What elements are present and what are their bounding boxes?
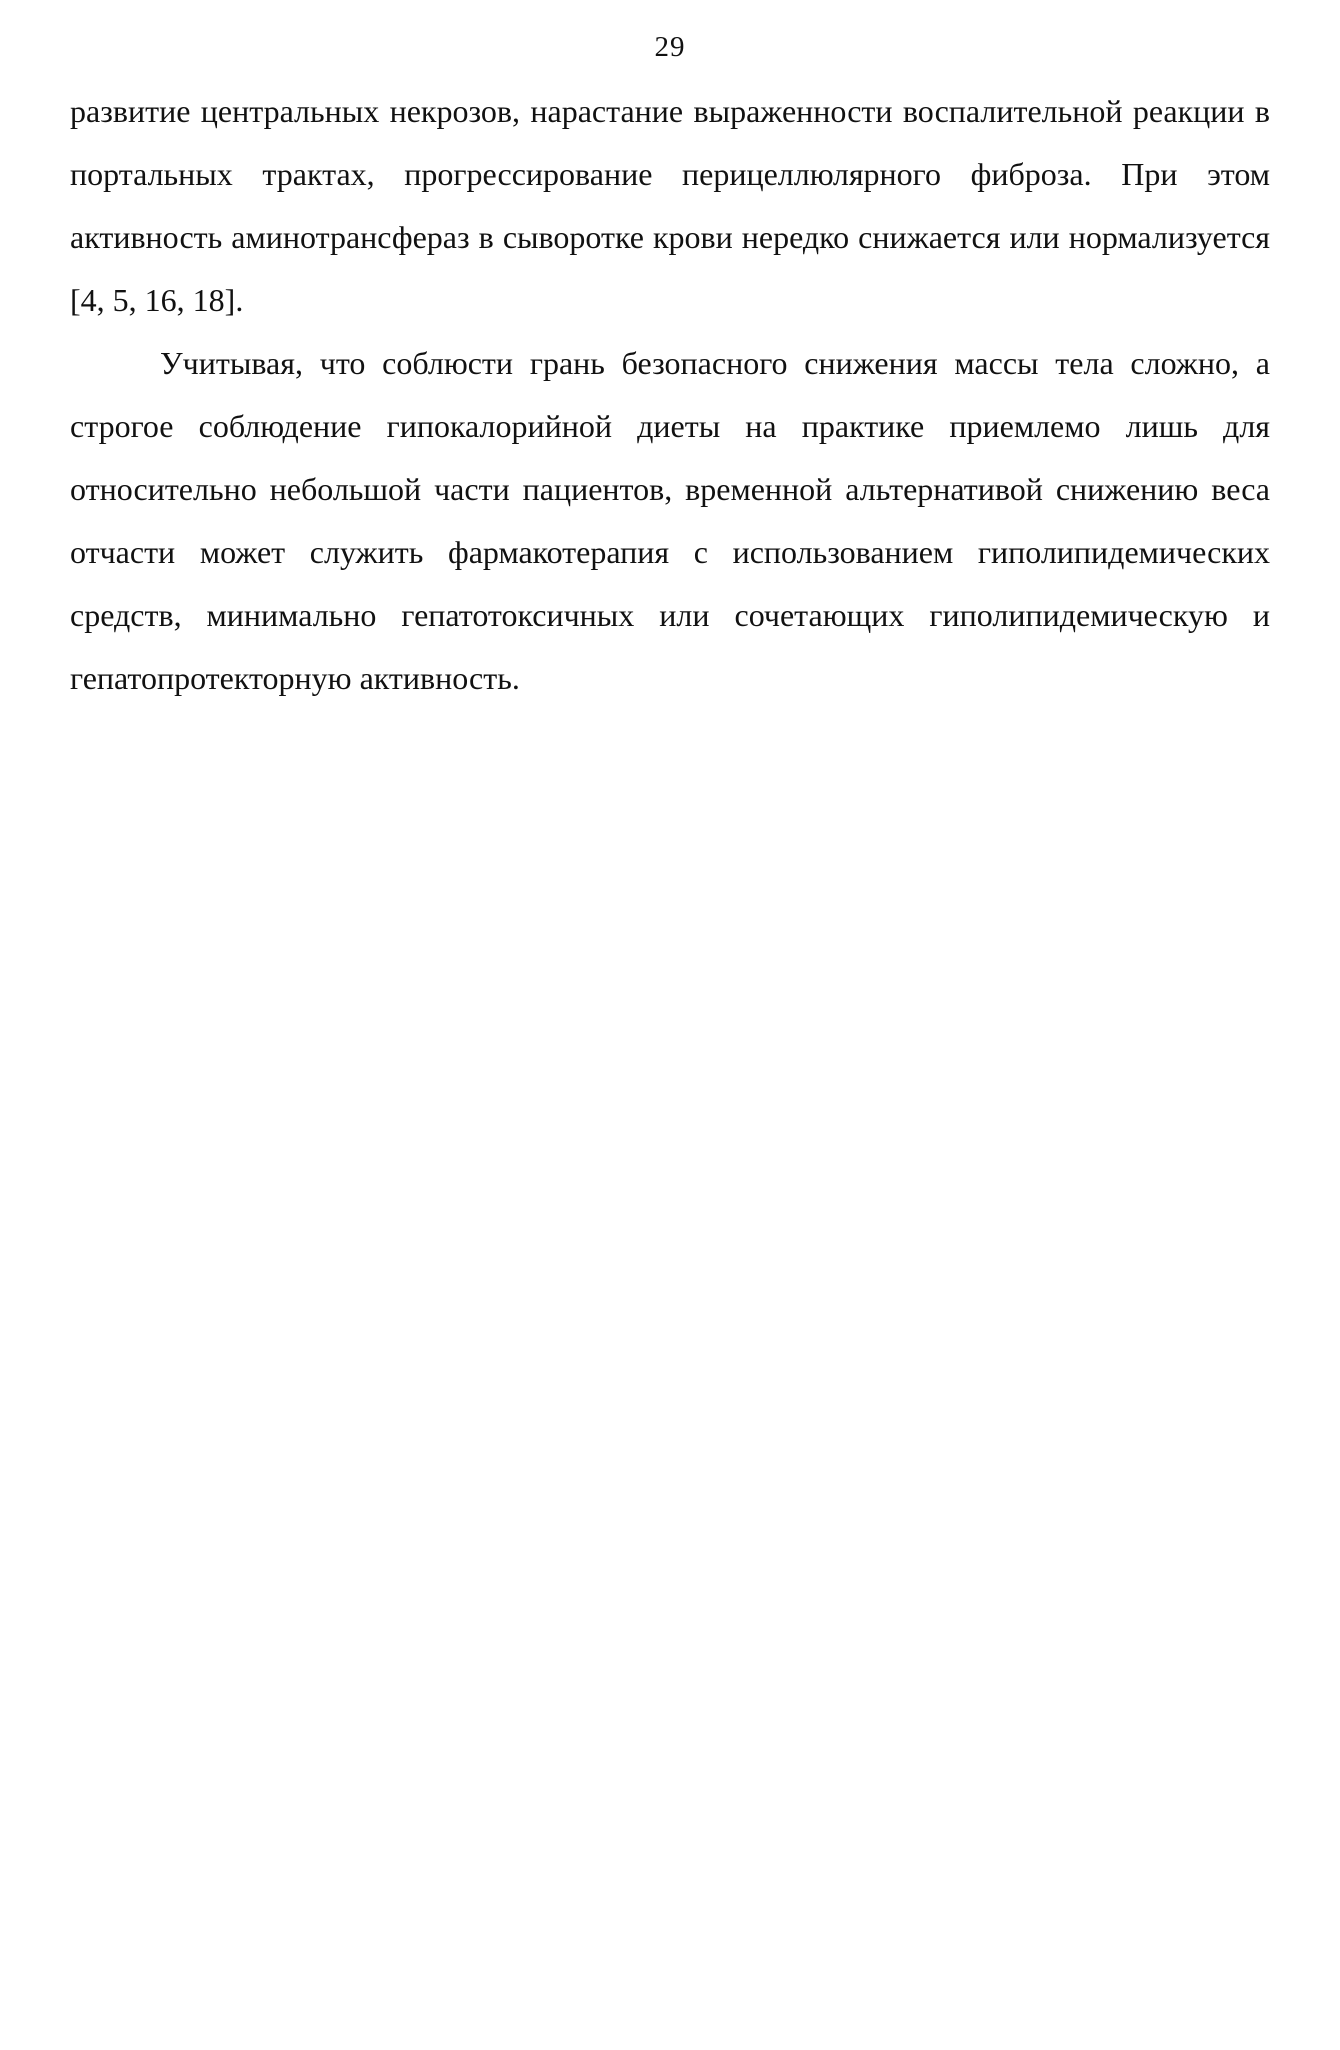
body-text	[70, 80, 1270, 710]
paragraph-pharmacotherapy: Учитывая, что соблюсти грань безопасного снижения массы тела сложно, а строгое соблюдение гипокалорийной диеты на практике приемлемо лишь для относительно небольшой части пациентов, временной альтернативой снижению веса отчасти может служить фармакотерапия с использованием гиполипидемических средств, минимально гепатотоксичных или сочетающих гиполипидемическую и гепатопротекторную активность.	[70, 345, 1270, 696]
page-number: 29	[654, 31, 686, 63]
paragraph-continuation: развитие центральных некрозов, нарастание выраженности воспалительной реакции в портальных трактах, прогрессирование перицеллюлярного фиброза. При этом активность аминотрансфераз в сыворотке крови нередко снижается или нормализуется [4, 5, 16, 18].	[70, 93, 1270, 318]
